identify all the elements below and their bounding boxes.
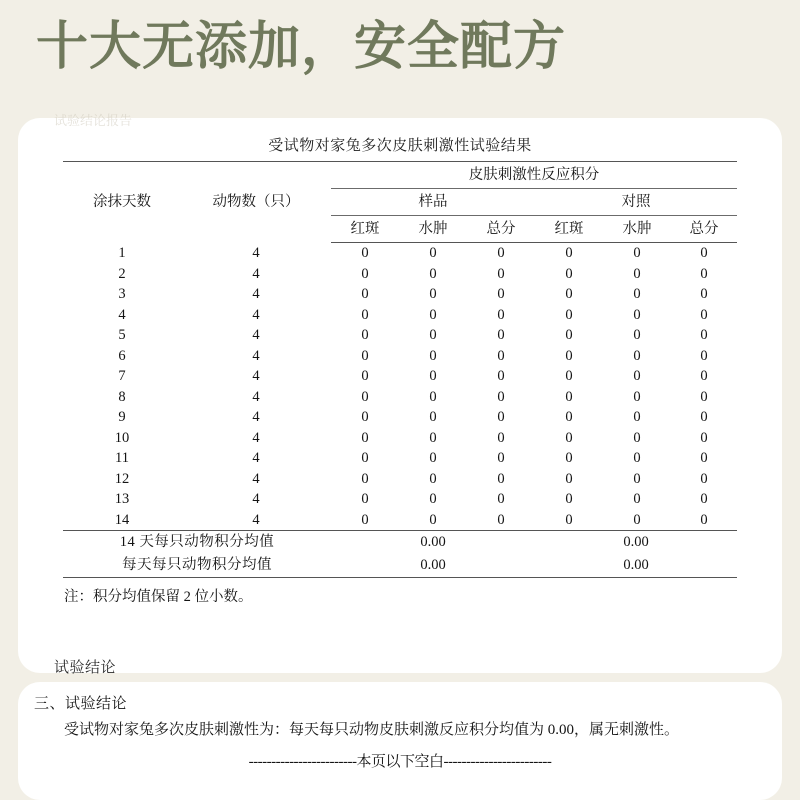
cell-sample-total: 0: [497, 429, 505, 446]
cell-sample-edema: 0: [429, 347, 437, 364]
cell-control-edema: 0: [633, 286, 641, 302]
summary-label: 14 天每只动物积分均值: [119, 534, 275, 551]
cell-day: 14: [63, 510, 181, 531]
cell-control-edema: 0: [633, 388, 641, 405]
table-row: [63, 264, 737, 285]
cell-animals: 4: [252, 306, 260, 323]
cell-sample-edema: 0: [429, 306, 437, 323]
cell-control-total: 0: [700, 245, 708, 261]
cell-sample-total: 0: [497, 265, 505, 282]
clipped-bottom-label: 试验结论: [54, 660, 117, 676]
cell-control-edema: 0: [633, 368, 641, 384]
summary-label: 每天每只动物积分均值: [63, 554, 331, 578]
table-header-row-group: [63, 162, 737, 189]
summary-sample-value: 0.00: [420, 534, 446, 551]
cell-control-edema: 0: [603, 510, 671, 531]
header-sample-edema: 水肿: [399, 216, 467, 243]
header-sample-total: 总分: [467, 216, 535, 243]
header-control-edema: 水肿: [603, 216, 671, 243]
cell-control-total: 0: [700, 470, 708, 487]
cell-day: 9: [118, 409, 126, 425]
cell-sample-edema: 0: [399, 510, 467, 531]
cell-animals: 4: [252, 388, 260, 405]
cell-control-erythema: 0: [535, 510, 603, 531]
cell-control-edema: 0: [633, 347, 641, 364]
cell-day: 12: [114, 470, 130, 487]
table-row: [63, 366, 737, 387]
conclusion-body: 受试物对家兔多次皮肤刺激性为：每天每只动物皮肤刺激反应积分均值为 0.00，属无刺激性。: [64, 722, 680, 738]
summary-control-value: 0.00: [623, 534, 649, 551]
cell-sample-erythema: 0: [361, 245, 369, 261]
cell-sample-erythema: 0: [361, 368, 369, 384]
cell-animals: 4: [252, 470, 260, 487]
cell-sample-erythema: 0: [361, 450, 369, 466]
cell-control-total: 0: [700, 306, 708, 323]
header-animals: 动物数（只）: [181, 162, 331, 243]
cell-sample-total: 0: [497, 368, 505, 384]
cell-control-erythema: 0: [565, 470, 573, 487]
cell-day: 6: [118, 347, 126, 364]
cell-day: 7: [118, 368, 126, 384]
cell-day: 5: [118, 327, 126, 343]
table-row: [63, 387, 737, 408]
table-row: [63, 469, 737, 490]
cell-animals: 4: [252, 409, 260, 425]
cell-sample-erythema: 0: [361, 347, 369, 364]
cell-animals: 4: [252, 347, 260, 364]
header-control-total: 总分: [671, 216, 737, 243]
cell-control-edema: 0: [633, 327, 641, 343]
cell-control-total: 0: [700, 409, 708, 425]
cell-control-total: 0: [700, 368, 708, 384]
cell-sample-total: 0: [497, 470, 505, 487]
cell-control-total: 0: [700, 347, 708, 364]
cell-control-erythema: 0: [565, 491, 573, 507]
cell-day: 8: [118, 388, 126, 405]
cell-control-erythema: 0: [565, 450, 573, 466]
cell-control-erythema: 0: [565, 409, 573, 425]
cell-sample-edema: 0: [429, 286, 437, 302]
cell-animals: 4: [181, 510, 331, 531]
table-row: [63, 346, 737, 367]
cell-sample-erythema: 0: [361, 286, 369, 302]
table-title: 受试物对家兔多次皮肤刺激性试验结果: [268, 138, 532, 154]
cell-control-erythema: 0: [565, 286, 573, 302]
cell-sample-erythema: 0: [361, 265, 369, 282]
cell-animals: 4: [252, 327, 260, 343]
cell-control-erythema: 0: [565, 368, 573, 384]
page-title: 十大无添加，安全配方: [36, 17, 567, 77]
cell-sample-total: 0: [497, 388, 505, 405]
table-data-body: [63, 243, 737, 531]
summary-control-value: 0.00: [535, 554, 737, 578]
cell-control-erythema: 0: [565, 388, 573, 405]
cell-day: 10: [114, 429, 130, 446]
page-blank-notice: ------------------------本页以下空白------------------------: [248, 753, 552, 770]
cell-control-edema: 0: [633, 470, 641, 487]
cell-control-erythema: 0: [565, 429, 573, 446]
header-control-group: 对照: [535, 189, 737, 216]
cell-sample-edema: 0: [429, 429, 437, 446]
cell-day: 1: [118, 244, 126, 261]
cell-sample-total: 0: [497, 306, 505, 323]
cell-day: 2: [118, 265, 126, 282]
cell-sample-edema: 0: [429, 491, 437, 507]
cell-control-total: 0: [671, 510, 737, 531]
cell-sample-total: 0: [497, 450, 505, 466]
cell-control-erythema: 0: [565, 306, 573, 323]
clipped-top-fragment: 试验结论报告: [54, 113, 133, 128]
cell-animals: 4: [252, 286, 260, 302]
header-days: 涂抹天数: [63, 162, 181, 243]
cell-animals: 4: [252, 450, 260, 466]
cell-sample-erythema: 0: [361, 470, 369, 487]
table-row: [63, 510, 737, 531]
cell-control-total: 0: [700, 388, 708, 405]
table-container: [52, 134, 748, 606]
cell-control-edema: 0: [633, 491, 641, 507]
cell-sample-total: 0: [497, 245, 505, 261]
cell-animals: 4: [252, 244, 260, 261]
table-summary-body: [63, 531, 737, 578]
table-summary-row: [63, 531, 737, 555]
cell-control-total: 0: [700, 491, 708, 507]
cell-control-erythema: 0: [565, 327, 573, 343]
cell-sample-erythema: 0: [361, 429, 369, 446]
header-score-group: 皮肤刺激性反应积分: [331, 162, 737, 189]
cell-day: 4: [118, 306, 126, 323]
cell-sample-edema: 0: [429, 388, 437, 405]
cell-sample-edema: 0: [429, 470, 437, 487]
cell-control-edema: 0: [633, 409, 641, 425]
cell-sample-total: 0: [497, 327, 505, 343]
cell-control-total: 0: [700, 327, 708, 343]
cell-control-erythema: 0: [565, 347, 573, 364]
cell-animals: 4: [252, 429, 260, 446]
cell-sample-total: 0: [497, 491, 505, 507]
cell-control-edema: 0: [633, 429, 641, 446]
cell-control-edema: 0: [633, 450, 641, 466]
cell-control-total: 0: [700, 450, 708, 466]
table-row: [63, 489, 737, 510]
conclusion-content: [34, 692, 766, 771]
cell-control-total: 0: [700, 265, 708, 282]
cell-sample-edema: 0: [429, 450, 437, 466]
cell-animals: 4: [252, 491, 260, 507]
header-sample-group: 样品: [331, 189, 535, 216]
table-row: [63, 305, 737, 326]
table-summary-row: [63, 554, 737, 578]
cell-sample-edema: 0: [429, 327, 437, 343]
cell-animals: 4: [252, 265, 260, 282]
cell-sample-edema: 0: [429, 368, 437, 384]
table-row: [63, 407, 737, 428]
cell-control-erythema: 0: [565, 265, 573, 282]
table-row: [63, 284, 737, 305]
cell-day: 11: [115, 450, 129, 466]
cell-day: 3: [118, 286, 126, 302]
cell-day: 13: [114, 491, 130, 507]
table-row: [63, 428, 737, 449]
cell-animals: 4: [252, 368, 260, 384]
cell-sample-erythema: 0: [361, 388, 369, 405]
conclusion-card: [18, 682, 782, 800]
cell-control-total: 0: [700, 429, 708, 446]
cell-sample-edema: 0: [429, 409, 437, 425]
cell-sample-erythema: 0: [361, 491, 369, 507]
header-control-erythema: 红斑: [535, 216, 603, 243]
summary-sample-value: 0.00: [331, 554, 535, 578]
cell-sample-total: 0: [497, 347, 505, 364]
cell-sample-total: 0: [467, 510, 535, 531]
table-row: [63, 448, 737, 469]
report-table-card: [18, 113, 782, 676]
table-row: [63, 243, 737, 264]
cell-control-edema: 0: [633, 265, 641, 282]
cell-control-edema: 0: [633, 245, 641, 261]
cell-control-edema: 0: [633, 306, 641, 323]
cell-sample-edema: 0: [429, 245, 437, 261]
cell-sample-erythema: 0: [331, 510, 399, 531]
table-row: [63, 325, 737, 346]
conclusion-heading: 三、试验结论: [34, 696, 128, 712]
cell-control-total: 0: [700, 286, 708, 302]
cell-sample-edema: 0: [429, 265, 437, 282]
table-note: 注：积分均值保留 2 位小数。: [64, 589, 253, 605]
skin-irritation-table: [63, 161, 737, 578]
cell-sample-erythema: 0: [361, 409, 369, 425]
cell-sample-total: 0: [497, 409, 505, 425]
cell-sample-erythema: 0: [361, 306, 369, 323]
cell-sample-erythema: 0: [361, 327, 369, 343]
cell-control-erythema: 0: [565, 245, 573, 261]
header-sample-erythema: 红斑: [331, 216, 399, 243]
cell-sample-total: 0: [497, 286, 505, 302]
